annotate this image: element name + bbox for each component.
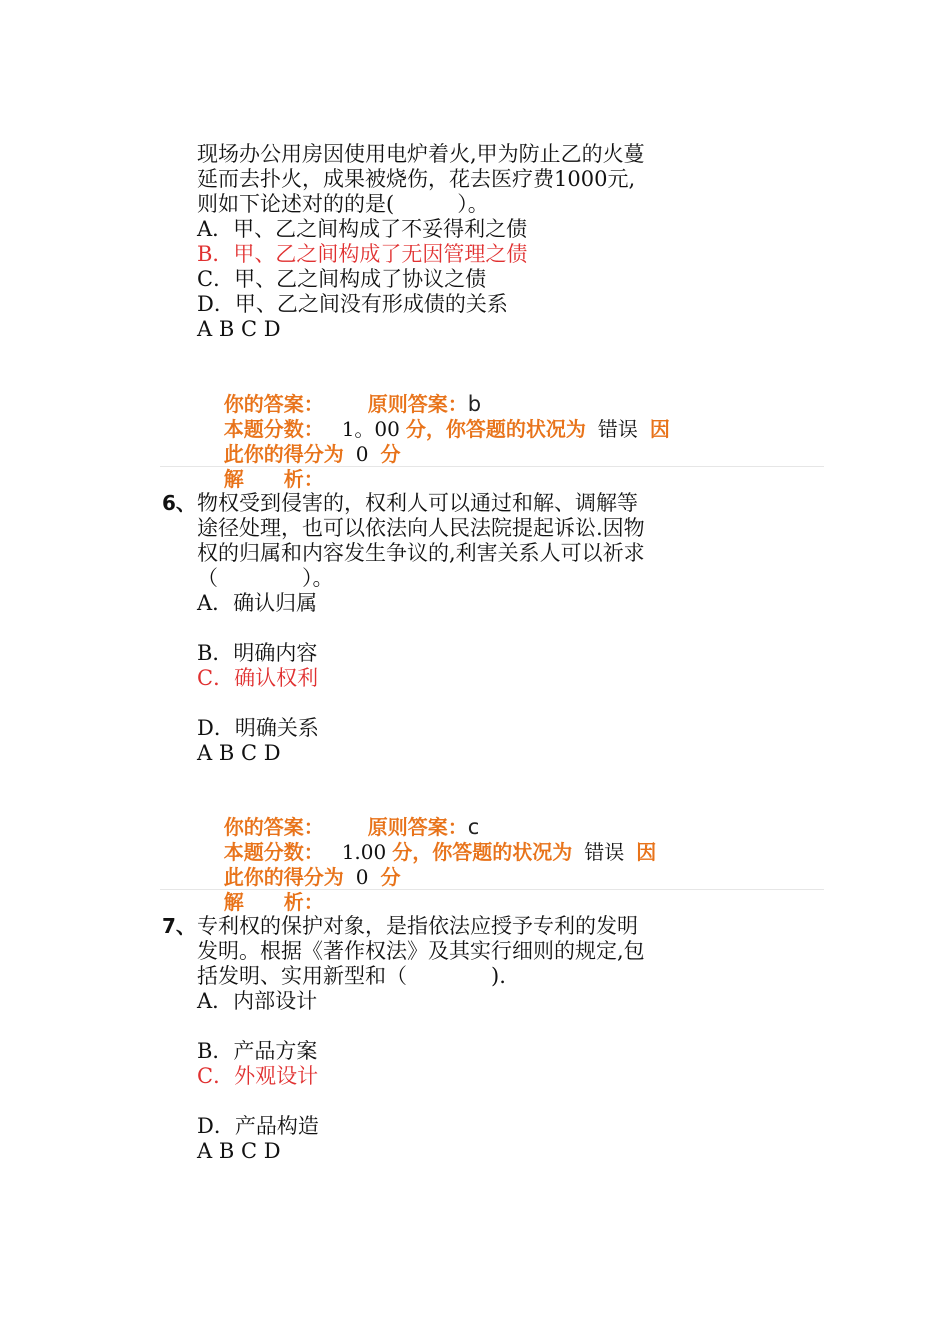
question-stem-line: 物权受到侵害的，权利人可以通过和解、调解等 bbox=[197, 491, 638, 515]
score-label: 本题分数： bbox=[223, 840, 324, 864]
option-d: D．产品构造 bbox=[197, 1114, 319, 1138]
question-stem-line: 则如下论述对的的是( ）。 bbox=[197, 192, 489, 216]
score-label: 本题分数： bbox=[223, 417, 324, 441]
choice-letters: A B C D bbox=[197, 1139, 281, 1163]
analysis-label: 解 析： bbox=[223, 467, 324, 491]
question-stem-line: 途径处理，也可以依法向人民法院提起诉讼.因物 bbox=[197, 516, 645, 540]
option-b: B．产品方案 bbox=[197, 1039, 318, 1063]
option-d: D．甲、乙之间没有形成债的关系 bbox=[197, 292, 508, 316]
score-value: 1。00 bbox=[341, 417, 400, 441]
question-stem-line: （ ）。 bbox=[197, 566, 334, 590]
answer-status: 错误 bbox=[584, 840, 625, 864]
option-c-correct: C．确认权利 bbox=[197, 666, 319, 690]
analysis-label: 解 析： bbox=[223, 890, 324, 914]
result-score: 0 bbox=[355, 865, 369, 889]
result-text: 因 bbox=[636, 840, 657, 864]
result-text: 因 bbox=[649, 417, 670, 441]
answer-status: 错误 bbox=[597, 417, 638, 441]
option-b-correct: B．甲、乙之间构成了无因管理之债 bbox=[197, 242, 528, 266]
your-answer-label: 你的答案： bbox=[223, 392, 324, 416]
score-unit-text: 分，你答题的状况为 bbox=[405, 417, 586, 441]
option-c-correct: C．外观设计 bbox=[197, 1064, 319, 1088]
standard-answer-value: b bbox=[467, 392, 482, 416]
result-text: 此你的得分为 bbox=[223, 865, 344, 889]
score-unit-text: 分，你答题的状况为 bbox=[392, 840, 573, 864]
option-a: A．甲、乙之间构成了不妥得利之债 bbox=[197, 217, 528, 241]
option-d: D．明确关系 bbox=[197, 716, 319, 740]
question-stem-line: 现场办公用房因使用电炉着火,甲为防止乙的火蔓 bbox=[197, 142, 645, 166]
score-value: 1.00 bbox=[341, 840, 387, 864]
option-a: A．内部设计 bbox=[197, 989, 318, 1013]
question-stem-line: 发明。根据《著作权法》及其实行细则的规定,包 bbox=[197, 939, 645, 963]
your-answer-label: 你的答案： bbox=[223, 815, 324, 839]
question-divider bbox=[160, 466, 824, 467]
standard-answer-label: 原则答案： bbox=[367, 392, 468, 416]
question-number: 6、 bbox=[162, 491, 196, 515]
question-stem-line: 括发明、实用新型和（ ). bbox=[197, 964, 506, 988]
option-b: B．明确内容 bbox=[197, 641, 318, 665]
question-divider bbox=[160, 889, 824, 890]
option-a: A．确认归属 bbox=[197, 591, 318, 615]
question-stem-line: 专利权的保护对象，是指依法应授予专利的发明 bbox=[197, 914, 638, 938]
result-unit: 分 bbox=[380, 442, 401, 466]
choice-letters: A B C D bbox=[197, 741, 281, 765]
option-c: C．甲、乙之间构成了协议之债 bbox=[197, 267, 487, 291]
question-stem-line: 权的归属和内容发生争议的,利害关系人可以祈求 bbox=[197, 541, 645, 565]
result-score: 0 bbox=[355, 442, 369, 466]
result-text: 此你的得分为 bbox=[223, 442, 344, 466]
standard-answer-value: c bbox=[467, 815, 480, 839]
standard-answer-label: 原则答案： bbox=[367, 815, 468, 839]
choice-letters: A B C D bbox=[197, 317, 281, 341]
question-number: 7、 bbox=[162, 914, 196, 938]
question-stem-line: 延而去扑火，成果被烧伤，花去医疗费1000元, bbox=[197, 167, 636, 191]
result-unit: 分 bbox=[380, 865, 401, 889]
